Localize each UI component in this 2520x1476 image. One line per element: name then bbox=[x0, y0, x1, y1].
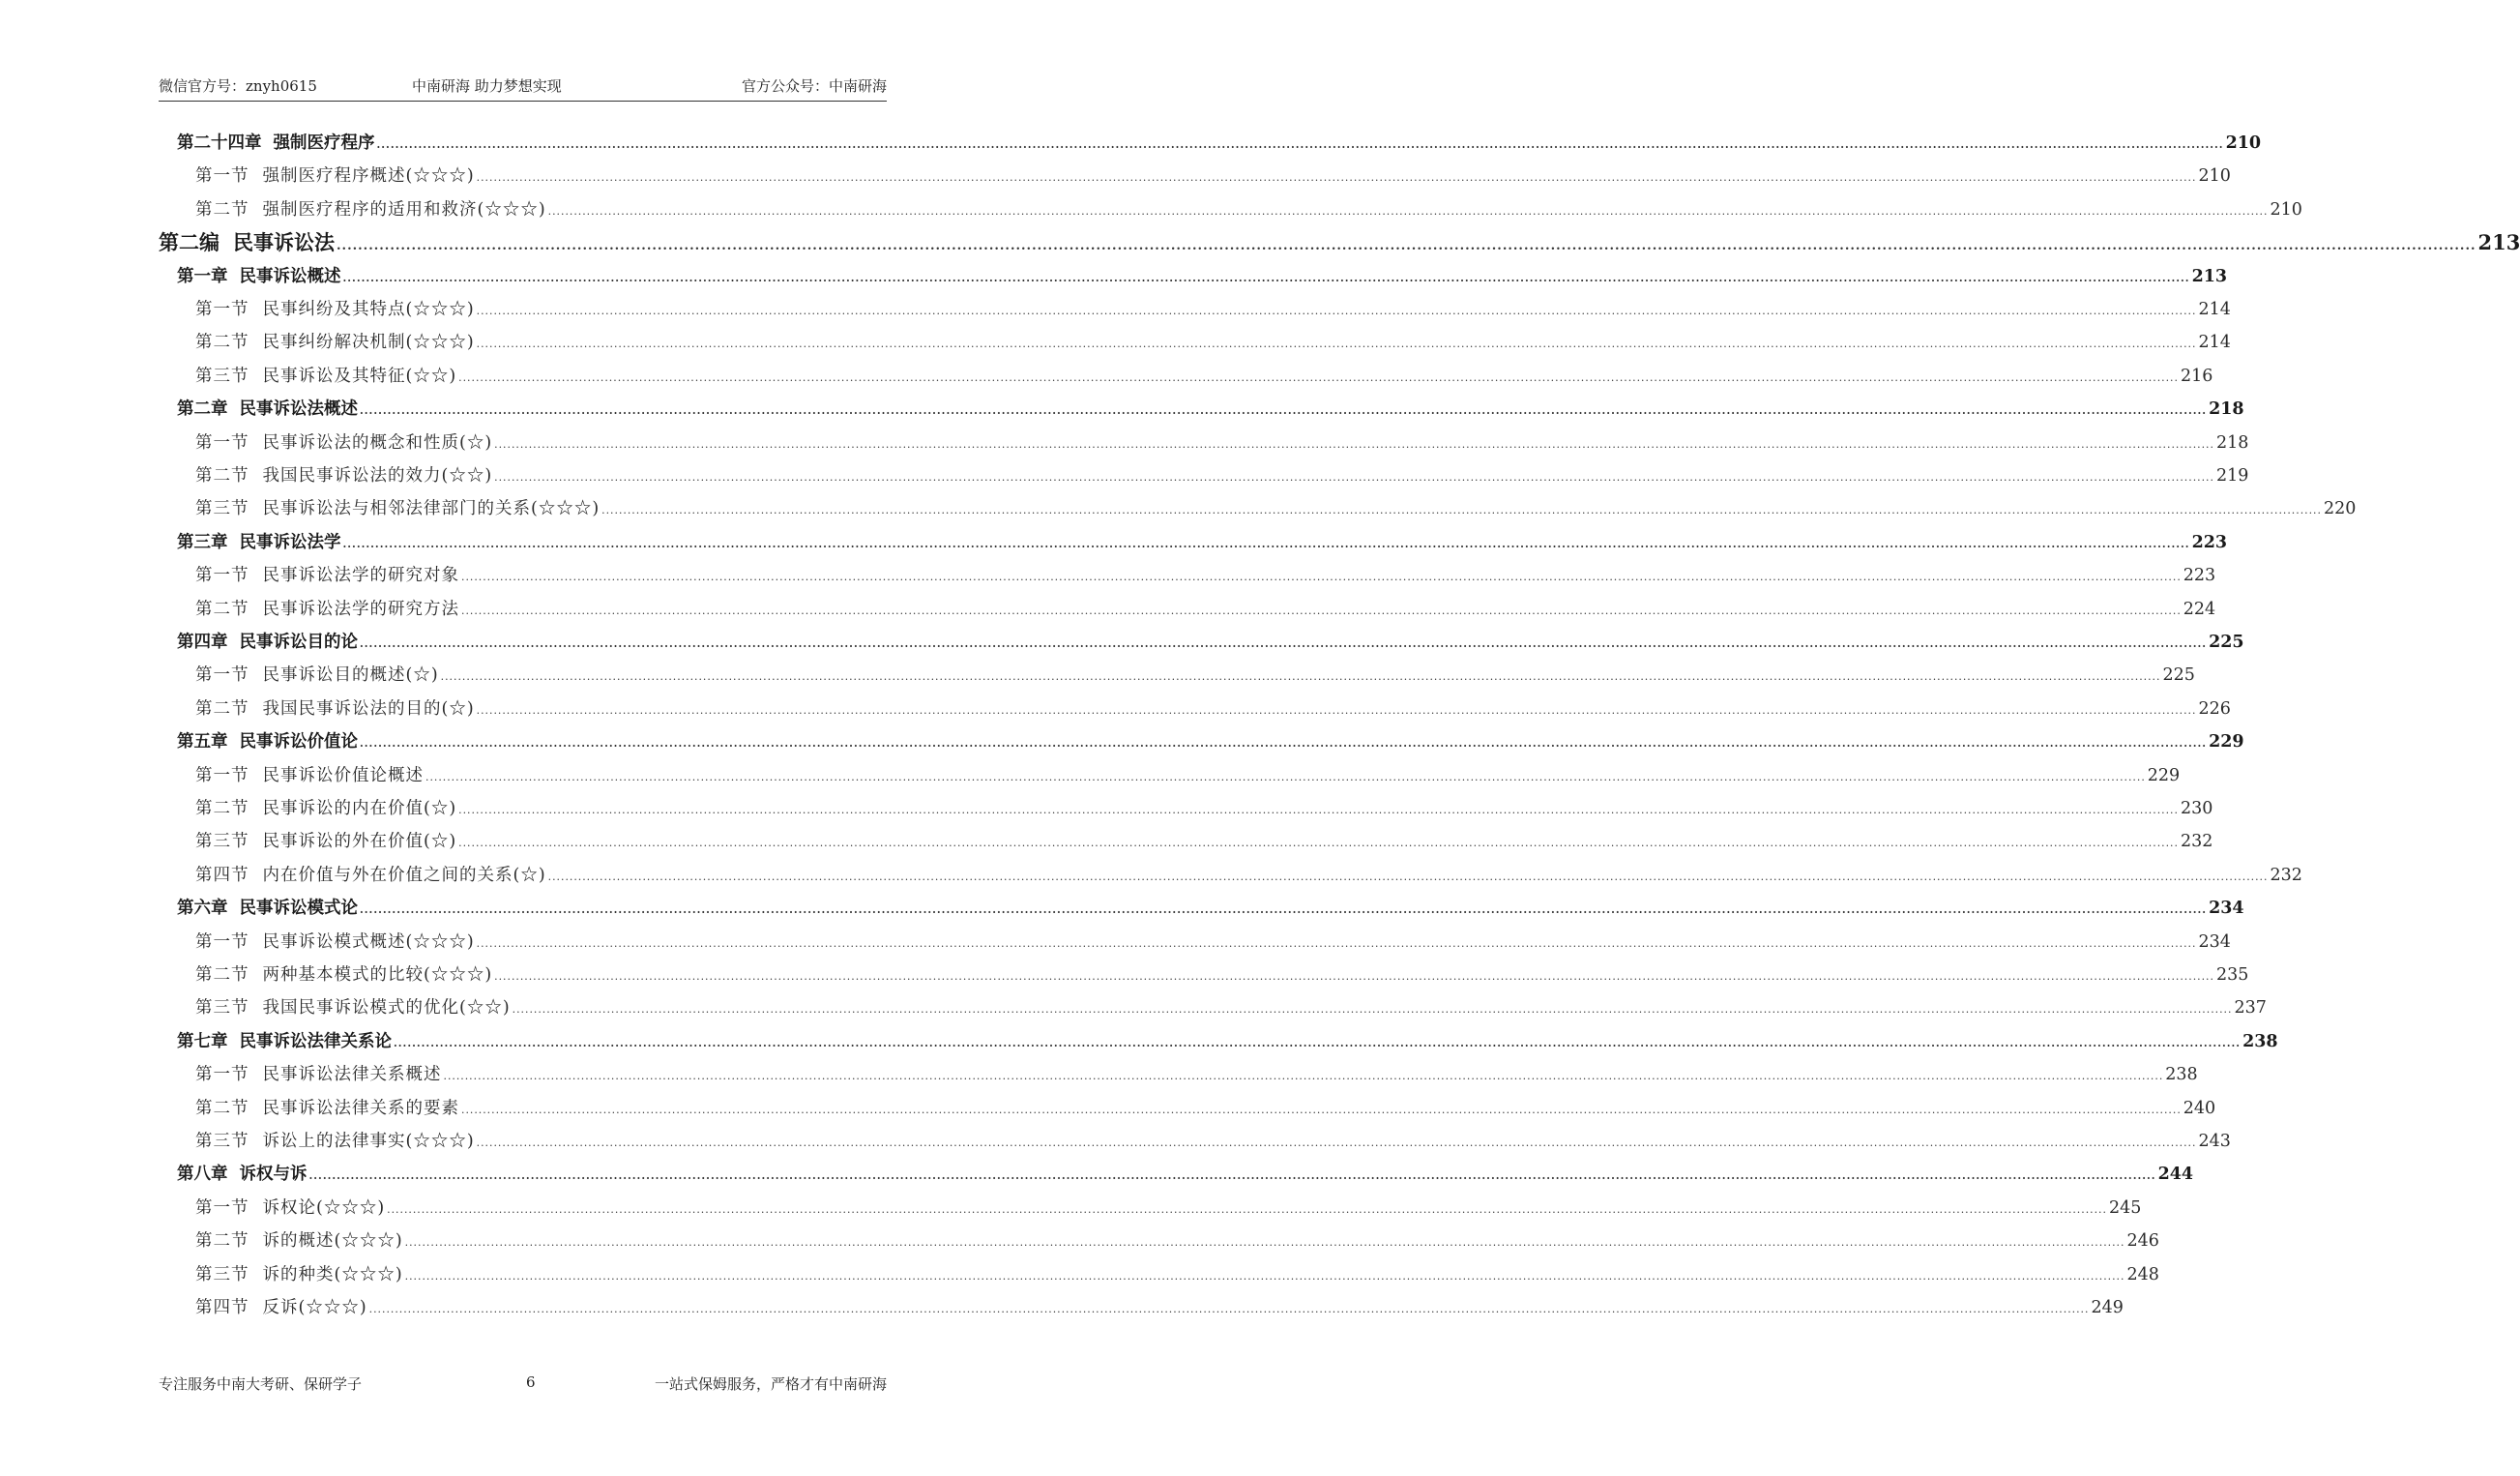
toc-chapter-entry[interactable] bbox=[177, 266, 2228, 287]
toc-entry-number: 第一节 bbox=[195, 931, 249, 952]
toc-leader-dots: ................................................................................................................................................................................................................................................................................................................................................................................................................ bbox=[494, 437, 2214, 451]
toc-leader-dots: ................................................................................................................................................................................................................................................................................................................................................................................................................ bbox=[458, 837, 2179, 850]
toc-entry-page: 240 bbox=[2183, 1098, 2216, 1118]
toc-leader-dots: ................................................................................................................................................................................................................................................................................................................................................................................................................ bbox=[360, 903, 2208, 917]
toc-entry-number: 第二章 bbox=[177, 399, 228, 420]
toc-leader-dots: ................................................................................................................................................................................................................................................................................................................................................................................................................ bbox=[394, 1036, 2242, 1049]
toc-entry-page: 245 bbox=[2108, 1197, 2142, 1218]
toc-entry-page: 219 bbox=[2215, 466, 2249, 486]
toc-section-entry[interactable] bbox=[195, 333, 2231, 353]
toc-entry-number: 第一节 bbox=[195, 566, 249, 586]
header-divider bbox=[159, 101, 887, 102]
toc-entry-number: 第六章 bbox=[177, 899, 228, 919]
toc-section-entry[interactable] bbox=[195, 300, 2231, 320]
toc-entry-number: 第二节 bbox=[195, 1098, 249, 1118]
toc-section-entry[interactable] bbox=[195, 599, 2216, 620]
toc-leader-dots: ................................................................................................................................................................................................................................................................................................................................................................................................................ bbox=[308, 1169, 2156, 1183]
toc-leader-dots: ................................................................................................................................................................................................................................................................................................................................................................................................................ bbox=[337, 239, 2476, 254]
toc-entry-number: 第三节 bbox=[195, 499, 249, 519]
toc-entry-page: 214 bbox=[2198, 300, 2231, 319]
toc-entry-number: 第三节 bbox=[195, 998, 249, 1018]
toc-entry-page: 225 bbox=[2162, 665, 2195, 686]
toc-leader-dots: ................................................................................................................................................................................................................................................................................................................................................................................................................ bbox=[461, 1103, 2182, 1116]
toc-leader-dots: ................................................................................................................................................................................................................................................................................................................................................................................................................ bbox=[476, 1137, 2197, 1149]
toc-entry-title: 民事诉讼的内在价值(☆) bbox=[262, 799, 457, 818]
toc-entry-number: 第一章 bbox=[177, 266, 228, 286]
toc-section-entry[interactable] bbox=[195, 1132, 2231, 1152]
toc-entry-number: 第二节 bbox=[195, 599, 249, 619]
toc-section-entry[interactable] bbox=[195, 366, 2213, 387]
toc-entry-number: 第三节 bbox=[195, 832, 249, 852]
toc-leader-dots: ................................................................................................................................................................................................................................................................................................................................................................................................................ bbox=[458, 370, 2179, 384]
toc-entry-title: 民事诉讼价值论 bbox=[239, 732, 358, 753]
toc-leader-dots: ................................................................................................................................................................................................................................................................................................................................................................................................................ bbox=[425, 770, 2146, 783]
toc-entry-number: 第四章 bbox=[177, 633, 228, 652]
toc-entry-page: 237 bbox=[2234, 998, 2267, 1018]
toc-entry-title: 诉权论(☆☆☆) bbox=[262, 1197, 386, 1218]
toc-section-entry[interactable] bbox=[195, 931, 2231, 953]
toc-leader-dots: ................................................................................................................................................................................................................................................................................................................................................................................................................ bbox=[360, 737, 2208, 751]
toc-entry-title: 民事诉讼及其特征(☆☆) bbox=[262, 366, 457, 386]
toc-entry-number: 第一节 bbox=[195, 765, 249, 785]
toc-section-entry[interactable] bbox=[195, 865, 2302, 886]
toc-section-entry[interactable] bbox=[195, 799, 2213, 819]
toc-entry-title: 民事诉讼法学的研究对象 bbox=[262, 566, 459, 586]
toc-entry-title: 民事纠纷及其特点(☆☆☆) bbox=[262, 300, 475, 319]
toc-entry-page: 243 bbox=[2198, 1132, 2231, 1151]
toc-entry-number: 第二节 bbox=[195, 199, 249, 220]
toc-chapter-entry[interactable] bbox=[177, 133, 2262, 154]
toc-section-entry[interactable] bbox=[195, 166, 2231, 187]
toc-entry-page: 224 bbox=[2183, 599, 2216, 619]
toc-section-entry[interactable] bbox=[195, 998, 2267, 1018]
toc-entry-number: 第二节 bbox=[195, 698, 249, 719]
toc-entry-number: 第一节 bbox=[195, 166, 249, 187]
toc-entry-page: 246 bbox=[2126, 1231, 2159, 1252]
toc-entry-page: 238 bbox=[2165, 1065, 2198, 1085]
toc-entry-title: 强制医疗程序的适用和救济(☆☆☆) bbox=[262, 199, 546, 220]
toc-entry-number: 第一节 bbox=[195, 1065, 249, 1085]
toc-entry-title: 反诉(☆☆☆) bbox=[262, 1298, 367, 1317]
toc-entry-number: 第三节 bbox=[195, 1264, 249, 1284]
toc-leader-dots: ................................................................................................................................................................................................................................................................................................................................................................................................................ bbox=[601, 504, 2322, 517]
toc-entry-number: 第三章 bbox=[177, 532, 228, 552]
toc-entry-number: 第四节 bbox=[195, 1298, 249, 1317]
toc-section-entry[interactable] bbox=[195, 1065, 2198, 1085]
toc-section-entry[interactable] bbox=[195, 765, 2181, 786]
toc-part-entry[interactable] bbox=[159, 230, 2520, 255]
header-official-account: 官方公众号：中南研海 bbox=[741, 77, 887, 95]
toc-leader-dots: ................................................................................................................................................................................................................................................................................................................................................................................................................ bbox=[547, 870, 2269, 883]
toc-leader-dots: ................................................................................................................................................................................................................................................................................................................................................................................................................ bbox=[476, 305, 2197, 317]
toc-leader-dots: ................................................................................................................................................................................................................................................................................................................................................................................................................ bbox=[512, 1003, 2233, 1017]
toc-leader-dots: ................................................................................................................................................................................................................................................................................................................................................................................................................ bbox=[461, 571, 2182, 584]
toc-entry-page: 213 bbox=[2477, 230, 2520, 255]
toc-entry-number: 第三节 bbox=[195, 1132, 249, 1151]
toc-entry-number: 第一节 bbox=[195, 1197, 249, 1218]
header-slogan: 中南研海 助力梦想实现 bbox=[412, 77, 562, 95]
toc-entry-number: 第二节 bbox=[195, 333, 249, 353]
toc-section-entry[interactable] bbox=[195, 665, 2195, 686]
toc-leader-dots: ................................................................................................................................................................................................................................................................................................................................................................................................................ bbox=[494, 471, 2214, 484]
toc-leader-dots: ................................................................................................................................................................................................................................................................................................................................................................................................................ bbox=[360, 637, 2208, 650]
toc-section-entry[interactable] bbox=[195, 432, 2249, 454]
toc-entry-page: 210 bbox=[2270, 199, 2302, 220]
toc-entry-title: 民事纠纷解决机制(☆☆☆) bbox=[262, 333, 475, 353]
toc-entry-number: 第四节 bbox=[195, 865, 249, 885]
toc-entry-page: 249 bbox=[2091, 1298, 2124, 1317]
toc-entry-number: 第二节 bbox=[195, 799, 249, 818]
toc-entry-title: 诉的概述(☆☆☆) bbox=[262, 1231, 403, 1252]
toc-entry-title: 民事诉讼法律关系概述 bbox=[262, 1065, 442, 1085]
toc-entry-number: 第二节 bbox=[195, 1231, 249, 1252]
toc-section-entry[interactable] bbox=[195, 1231, 2159, 1252]
toc-entry-page: 229 bbox=[2209, 732, 2244, 753]
toc-entry-page: 234 bbox=[2209, 899, 2244, 919]
toc-entry-title: 民事诉讼法 bbox=[233, 230, 335, 255]
toc-entry-number: 第二十四章 bbox=[177, 133, 262, 153]
toc-section-entry[interactable] bbox=[195, 832, 2213, 852]
toc-entry-page: 223 bbox=[2183, 566, 2216, 586]
toc-leader-dots: ................................................................................................................................................................................................................................................................................................................................................................................................................ bbox=[440, 670, 2161, 684]
toc-section-entry[interactable] bbox=[195, 466, 2249, 487]
toc-entry-page: 234 bbox=[2198, 931, 2231, 952]
toc-entry-title: 民事诉讼法学的研究方法 bbox=[262, 599, 459, 619]
toc-entry-title: 民事诉讼模式概述(☆☆☆) bbox=[262, 931, 475, 952]
toc-entry-title: 诉讼上的法律事实(☆☆☆) bbox=[262, 1132, 475, 1151]
toc-entry-page: 218 bbox=[2209, 399, 2244, 420]
toc-entry-title: 民事诉讼法的概念和性质(☆) bbox=[262, 432, 493, 453]
toc-entry-page: 225 bbox=[2209, 633, 2244, 652]
toc-leader-dots: ................................................................................................................................................................................................................................................................................................................................................................................................................ bbox=[461, 604, 2182, 617]
toc-entry-number: 第一节 bbox=[195, 665, 249, 686]
toc-leader-dots: ................................................................................................................................................................................................................................................................................................................................................................................................................ bbox=[376, 138, 2224, 151]
toc-leader-dots: ................................................................................................................................................................................................................................................................................................................................................................................................................ bbox=[476, 338, 2197, 351]
toc-leader-dots: ................................................................................................................................................................................................................................................................................................................................................................................................................ bbox=[547, 204, 2269, 218]
toc-entry-number: 第一节 bbox=[195, 432, 249, 453]
toc-entry-title: 民事诉讼法律关系的要素 bbox=[262, 1098, 459, 1118]
toc-entry-page: 223 bbox=[2191, 532, 2228, 552]
toc-entry-title: 民事诉讼模式论 bbox=[239, 899, 358, 919]
toc-entry-number: 第二节 bbox=[195, 965, 249, 985]
toc-entry-page: 248 bbox=[2126, 1264, 2159, 1284]
toc-entry-number: 第八章 bbox=[177, 1165, 228, 1185]
toc-entry-title: 强制医疗程序概述(☆☆☆) bbox=[262, 166, 475, 187]
toc-entry-number: 第七章 bbox=[177, 1031, 228, 1051]
toc-leader-dots: ................................................................................................................................................................................................................................................................................................................................................................................................................ bbox=[476, 936, 2197, 950]
toc-leader-dots: ................................................................................................................................................................................................................................................................................................................................................................................................................ bbox=[494, 970, 2214, 983]
toc-entry-page: 232 bbox=[2180, 832, 2213, 852]
toc-entry-title: 我国民事诉讼法的目的(☆) bbox=[262, 698, 475, 719]
toc-leader-dots: ................................................................................................................................................................................................................................................................................................................................................................................................................ bbox=[404, 1269, 2125, 1283]
toc-entry-number: 第五章 bbox=[177, 732, 228, 753]
toc-leader-dots: ................................................................................................................................................................................................................................................................................................................................................................................................................ bbox=[342, 537, 2190, 550]
toc-entry-page: 235 bbox=[2215, 965, 2249, 985]
toc-chapter-entry[interactable] bbox=[177, 1165, 2194, 1185]
toc-chapter-entry[interactable] bbox=[177, 1031, 2278, 1052]
toc-section-entry[interactable] bbox=[195, 1098, 2216, 1119]
toc-entry-title: 民事诉讼目的概述(☆) bbox=[262, 665, 439, 686]
toc-section-entry[interactable] bbox=[195, 1298, 2124, 1318]
toc-leader-dots: ................................................................................................................................................................................................................................................................................................................................................................................................................ bbox=[360, 404, 2208, 418]
toc-entry-title: 民事诉讼法律关系论 bbox=[239, 1031, 392, 1051]
toc-entry-page: 232 bbox=[2270, 865, 2302, 885]
toc-entry-page: 218 bbox=[2215, 432, 2249, 453]
toc-leader-dots: ................................................................................................................................................................................................................................................................................................................................................................................................................ bbox=[443, 1070, 2164, 1083]
header-wechat-id: 微信官方号：znyh0615 bbox=[159, 77, 317, 95]
toc-section-entry[interactable] bbox=[195, 566, 2216, 586]
toc-entry-title: 两种基本模式的比较(☆☆☆) bbox=[262, 965, 493, 985]
toc-entry-title: 诉的种类(☆☆☆) bbox=[262, 1264, 403, 1284]
footer-page-number: 6 bbox=[526, 1373, 536, 1391]
toc-entry-number: 第三节 bbox=[195, 366, 249, 386]
toc-entry-page: 238 bbox=[2242, 1031, 2278, 1051]
toc-chapter-entry[interactable] bbox=[177, 399, 2244, 420]
toc-entry-title: 民事诉讼法与相邻法律部门的关系(☆☆☆) bbox=[262, 499, 601, 519]
toc-chapter-entry[interactable] bbox=[177, 633, 2244, 653]
toc-entry-page: 214 bbox=[2198, 333, 2231, 353]
toc-section-entry[interactable] bbox=[195, 199, 2302, 221]
toc-leader-dots: ................................................................................................................................................................................................................................................................................................................................................................................................................ bbox=[404, 1236, 2125, 1250]
toc-entry-title: 民事诉讼法概述 bbox=[239, 399, 358, 420]
toc-entry-page: 230 bbox=[2180, 799, 2213, 818]
toc-entry-number: 第一节 bbox=[195, 300, 249, 319]
toc-entry-title: 民事诉讼概述 bbox=[239, 266, 341, 286]
toc-entry-title: 民事诉讼的外在价值(☆) bbox=[262, 832, 457, 852]
toc-section-entry[interactable] bbox=[195, 965, 2249, 986]
toc-section-entry[interactable] bbox=[195, 499, 2357, 519]
footer-service-slogan: 一站式保姆服务，严格才有中南研海 bbox=[654, 1375, 887, 1393]
toc-entry-page: 213 bbox=[2191, 266, 2228, 286]
toc-entry-title: 我国民事诉讼法的效力(☆☆) bbox=[262, 466, 493, 486]
toc-entry-page: 229 bbox=[2147, 765, 2181, 785]
toc-entry-title: 民事诉讼价值论概述 bbox=[262, 765, 424, 785]
toc-entry-title: 我国民事诉讼模式的优化(☆☆) bbox=[262, 998, 511, 1018]
footer-tagline: 专注服务中南大考研、保研学子 bbox=[159, 1375, 363, 1393]
toc-entry-title: 诉权与诉 bbox=[239, 1165, 308, 1185]
toc-entry-title: 强制医疗程序 bbox=[273, 133, 375, 153]
toc-entry-title: 内在价值与外在价值之间的关系(☆) bbox=[262, 865, 546, 885]
toc-section-entry[interactable] bbox=[195, 1264, 2159, 1285]
toc-chapter-entry[interactable] bbox=[177, 899, 2244, 919]
toc-entry-page: 210 bbox=[2198, 166, 2231, 187]
page-footer bbox=[159, 1372, 887, 1399]
toc-entry-page: 216 bbox=[2180, 366, 2213, 386]
toc-entry-number: 第二编 bbox=[159, 230, 220, 255]
toc-leader-dots: ................................................................................................................................................................................................................................................................................................................................................................................................................ bbox=[387, 1202, 2107, 1216]
page-header bbox=[159, 74, 887, 101]
toc-entry-page: 210 bbox=[2225, 133, 2262, 153]
toc-entry-page: 226 bbox=[2198, 698, 2231, 719]
toc-entry-title: 民事诉讼法学 bbox=[239, 532, 341, 552]
toc-chapter-entry[interactable] bbox=[177, 532, 2228, 553]
toc-leader-dots: ................................................................................................................................................................................................................................................................................................................................................................................................................ bbox=[368, 1303, 2090, 1315]
toc-entry-title: 民事诉讼目的论 bbox=[239, 633, 358, 652]
toc-leader-dots: ................................................................................................................................................................................................................................................................................................................................................................................................................ bbox=[458, 804, 2179, 816]
toc-section-entry[interactable] bbox=[195, 698, 2231, 720]
toc-entry-number: 第二节 bbox=[195, 466, 249, 486]
toc-leader-dots: ................................................................................................................................................................................................................................................................................................................................................................................................................ bbox=[476, 703, 2197, 717]
toc-chapter-entry[interactable] bbox=[177, 732, 2244, 753]
toc-section-entry[interactable] bbox=[195, 1197, 2142, 1219]
toc-entry-page: 220 bbox=[2323, 499, 2357, 519]
toc-leader-dots: ................................................................................................................................................................................................................................................................................................................................................................................................................ bbox=[342, 271, 2190, 284]
toc-leader-dots: ................................................................................................................................................................................................................................................................................................................................................................................................................ bbox=[476, 171, 2197, 185]
toc-entry-page: 244 bbox=[2157, 1165, 2194, 1185]
